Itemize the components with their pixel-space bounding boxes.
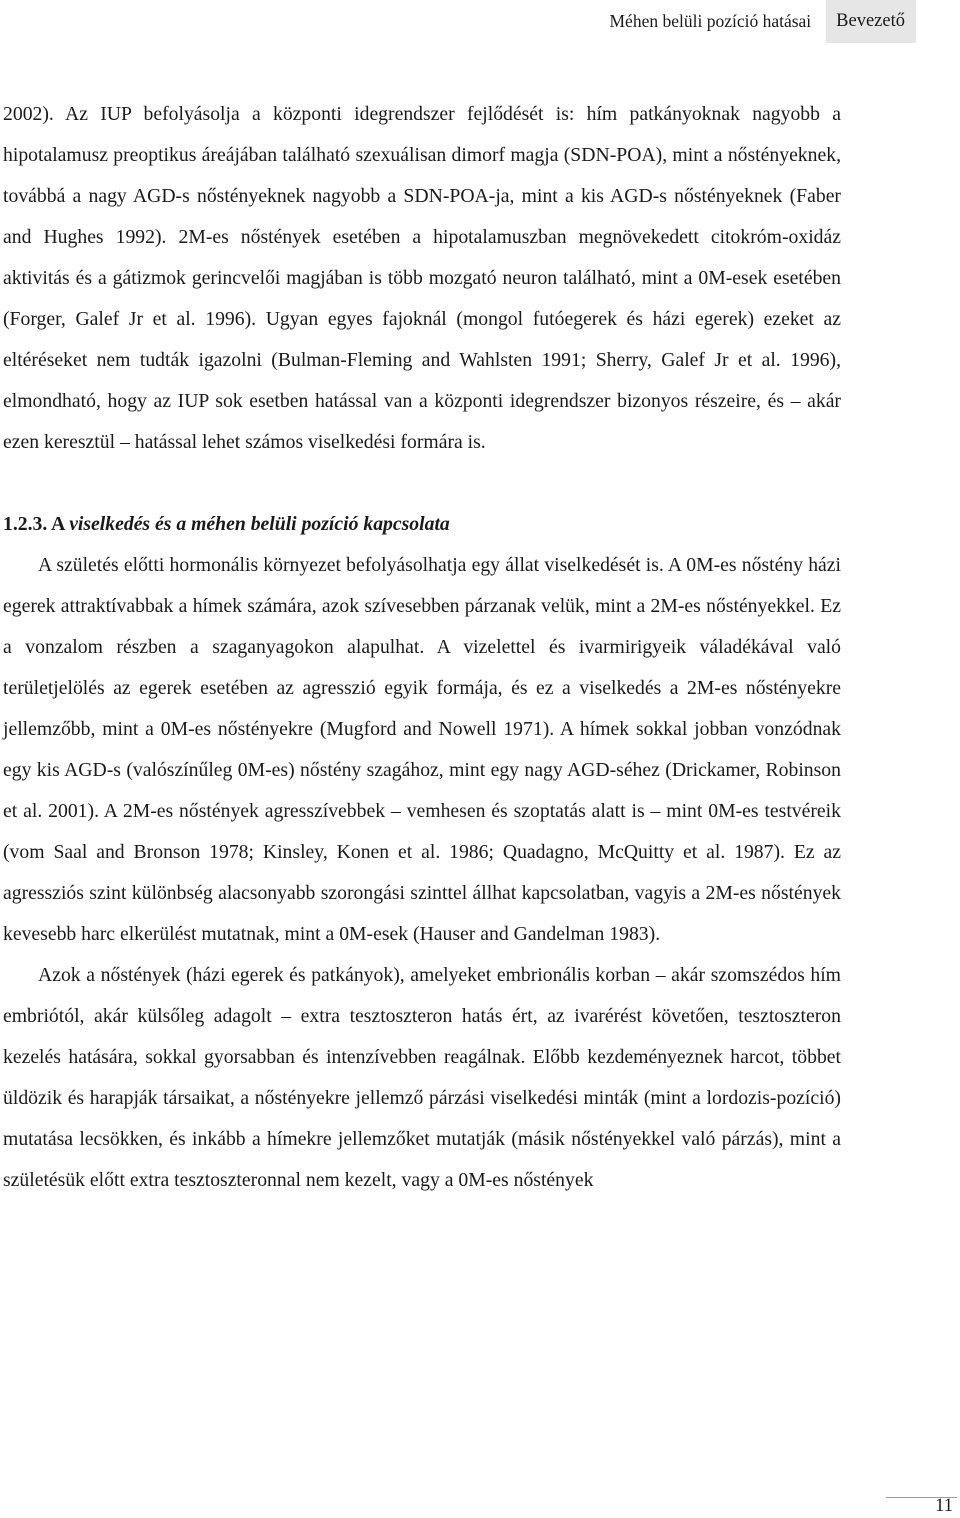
section-heading [3, 504, 841, 545]
heading-title: viselkedés és a méhen belüli pozíció kapcsolata [69, 513, 450, 535]
heading-number: 1.2.3. A [3, 513, 70, 535]
document-body [3, 94, 841, 1201]
page-number: 11 [935, 1496, 953, 1516]
running-title: Méhen belüli pozíció hatásai [609, 11, 812, 31]
section-label: Bevezető [826, 0, 916, 43]
paragraph-testosterone: Azok a nőstények (házi egerek és patkányok), amelyeket embrionális korban – akár szomszédos hím embriótól, akár külsőleg adagolt – extra tesztoszteron hatás ért, az ivarérést követően, tesztoszteron kezelés hatására, sokkal gyorsabban és intenzívebben reagálnak. Előbb kezdeményeznek harcot, többet üldözik és harapják társaikat, a nőstényekre jellemző párzási viselkedési minták (mint a lordozis-pozíció) mutatása lecsökken, és inkább a hímekre jellemzőket mutatják (másik nőstényekkel való párzás), mint a születésük előtt extra tesztoszteronnal nem kezelt, vagy a 0M-es nőstények [3, 964, 841, 1191]
paragraph-behavior: A születés előtti hormonális környezet befolyásolhatja egy állat viselkedését is. A 0M-es nőstény házi egerek attraktívabbak a hímek számára, azok szívesebben párzanak velük, mint a 2M-es nőstényekkel. Ez a vonzalom részben a szaganyagokon alapulhat. A vizelettel és ivarmirigyeik váladékával való területjelölés az egerek esetében az agresszió egyik formája, és ez a viselkedés a 2M-es nőstényekre jellemzőbb, mint a 0M-es nőstényekre (Mugford and Nowell 1971). A hímek sokkal jobban vonzódnak egy kis AGD-s (valószínűleg 0M-es) nőstény szagához, mint egy nagy AGD-séhez (Drickamer, Robinson et al. 2001). A 2M-es nőstények agresszívebbek – vemhesen és szoptatás alatt is – mint 0M-es testvéreik (vom Saal and Bronson 1978; Kinsley, Konen et al. 1986; Quadagno, McQuitty et al. 1987). Ez az agressziós szint különbség alacsonyabb szorongási szinttel állhat kapcsolatban, vagyis a 2M-es nőstények kevesebb harc elkerülést mutatnak, mint a 0M-esek (Hauser and Gandelman 1983). [3, 554, 841, 945]
paragraph-intro: 2002). Az IUP befolyásolja a központi idegrendszer fejlődését is: hím patkányoknak nagyobb a hipotalamusz preoptikus áreájában található szexuálisan dimorf magja (SDN-POA), mint a nőstényeknek, továbbá a nagy AGD-s nőstényeknek nagyobb a SDN-POA-ja, mint a kis AGD-s nőstényeknek (Faber and Hughes 1992). 2M-es nőstények esetében a hipotalamuszban megnövekedett citokróm-oxidáz aktivitás és a gátizmok gerincvelői magjában is több mozgató neuron található, mint a 0M-esek esetében (Forger, Galef Jr et al. 1996). Ugyan egyes fajoknál (mongol futóegerek és házi egerek) ezeket az eltéréseket nem tudták igazolni (Bulman-Fleming and Wahlsten 1991; Sherry, Galef Jr et al. 1996), elmondható, hogy az IUP sok esetben hatással van a központi idegrendszer bizonyos részeire, és – akár ezen keresztül – hatással lehet számos viselkedési formára is. [3, 103, 841, 453]
page-header [595, 0, 917, 43]
